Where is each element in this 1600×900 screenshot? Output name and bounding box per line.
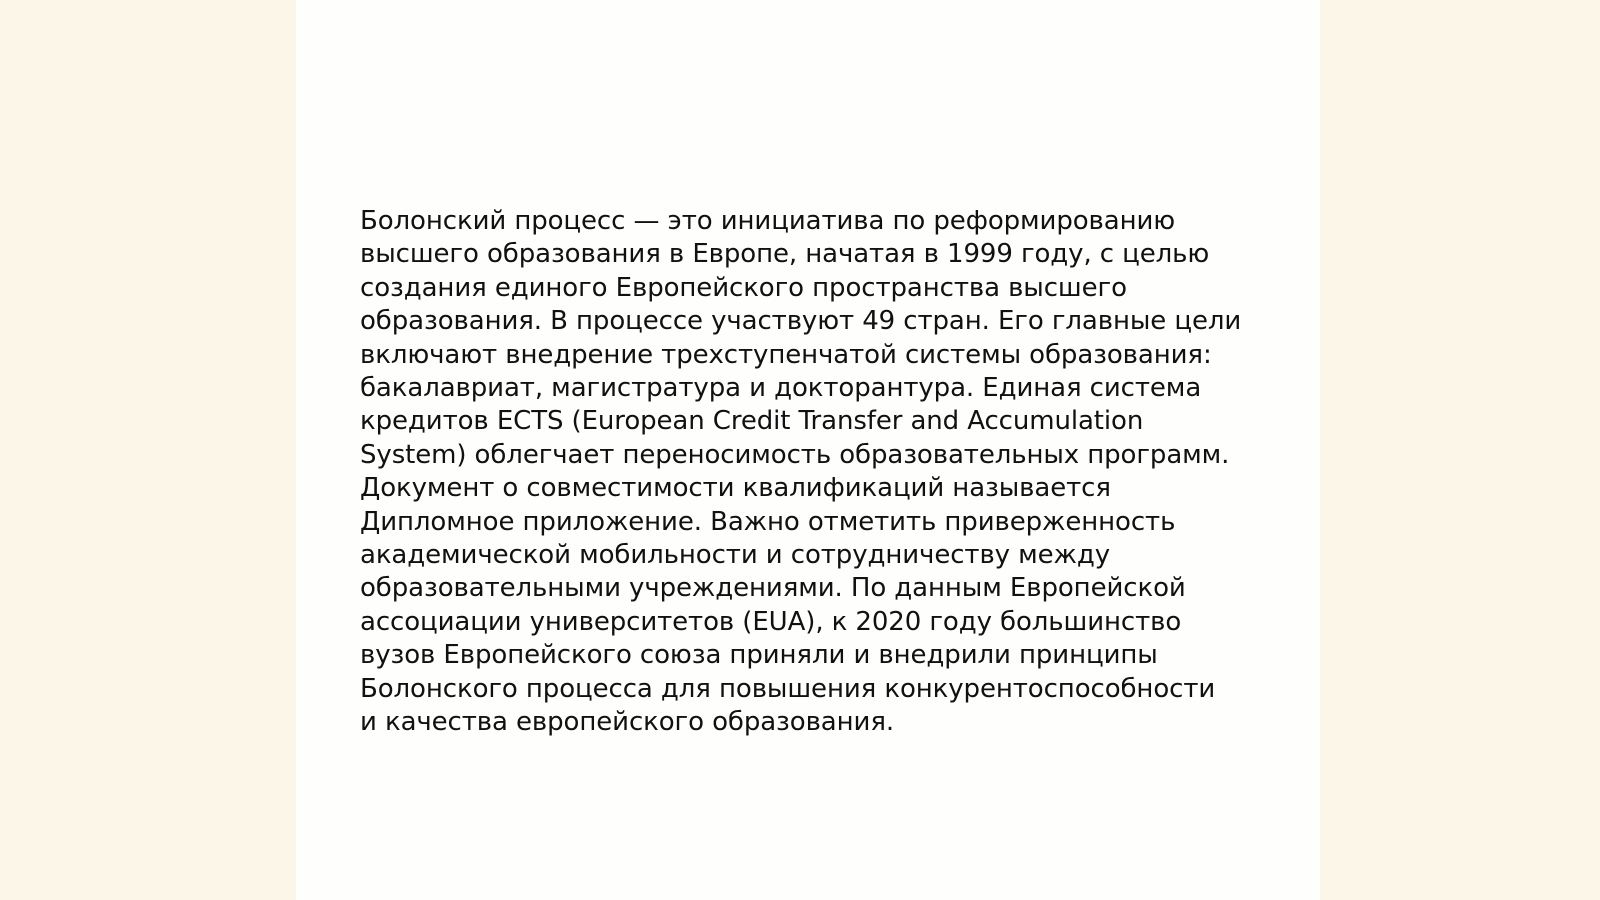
document-page [296,0,1320,900]
paragraph-line: ассоциации университетов (EUA), к 2020 году большинство [360,606,1182,637]
paragraph-line: Болонского процесса для повышения конкурентоспособности [360,673,1216,704]
paragraph-line: кредитов ECTS (European Credit Transfer and Accumulation [360,406,1144,437]
paragraph-line: создания единого Европейского пространства высшего [360,272,1127,303]
paragraph-line: образования. В процессе участвуют 49 стран. Его главные цели [360,306,1242,337]
paragraph-line: Дипломное приложение. Важно отметить приверженность [360,506,1176,537]
paragraph-line: Документ о совместимости квалификаций называется [360,473,1111,504]
paragraph-line: Болонский процесс — это инициатива по реформированию [360,206,1176,236]
paragraph-line: высшего образования в Европе, начатая в 1999 году, с целью [360,239,1210,270]
paragraph-line: вузов Европейского союза приняли и внедрили принципы [360,640,1158,671]
paragraph-line: включают внедрение трехступенчатой системы образования: [360,339,1212,370]
paragraph-line: бакалавриат, магистратура и докторантура. Единая система [360,373,1202,404]
paragraph-line: System) облегчает переносимость образовательных программ. [360,439,1230,470]
paragraph-line: и качества европейского образования. [360,707,895,738]
paragraph-line: образовательными учреждениями. По данным Европейской [360,573,1186,604]
body-paragraph [360,205,1240,740]
paragraph-line: академической мобильности и сотрудничеству между [360,540,1111,571]
